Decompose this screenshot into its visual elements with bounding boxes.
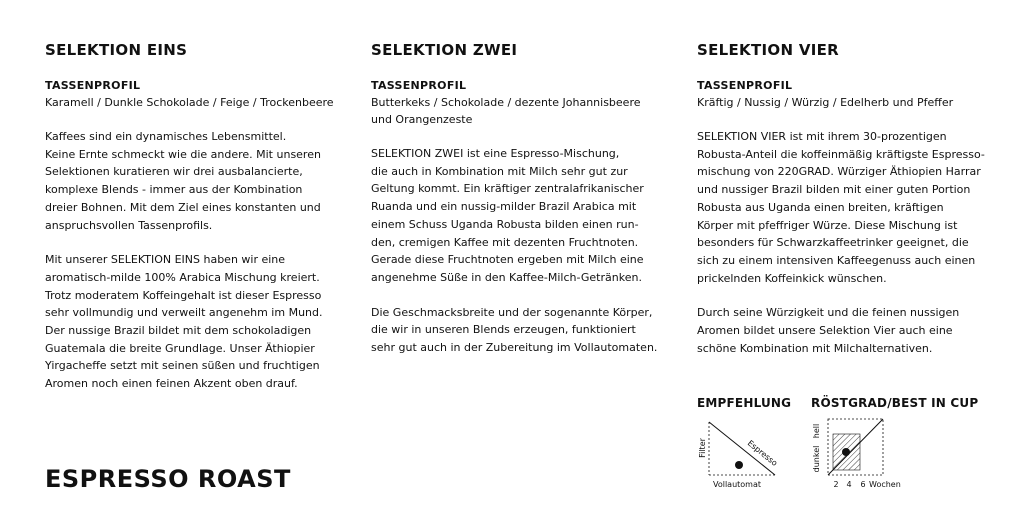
profile-label: TASSENPROFIL (371, 79, 467, 92)
profile-text: Kräftig / Nussig / Würzig / Edelherb und Pfeffer (697, 96, 954, 109)
profile-label: TASSENPROFIL (45, 79, 141, 92)
tick-2: 2 (833, 480, 839, 489)
filter-label: Filter (698, 438, 707, 458)
paragraph: SELEKTION VIER ist mit ihrem 30-prozentigen Robusta-Anteil die koffeinmäßig kräftigste Espresso- mischung von 220GRAD. Würziger Äthiopien Harrar und nussiger Brazil bilden mit einer guten Portion Robusta aus Uganda einen breiten, kräftigen Körper mit pfeffriger Würze. Diese Mischung ist besonders für Schwarzkaffeetrinker geeignet, die sich zu einem intensiven Kaffeegenuss auch einen prickelnden Koffeinkick wünschen. (697, 130, 985, 285)
column-selektion-zwei (371, 40, 671, 357)
profile-text: Karamell / Dunkle Schokolade / Feige / Trockenbeere (45, 96, 334, 109)
column-selektion-vier (697, 40, 997, 357)
weeks-label: Wochen (869, 480, 901, 489)
roast-dot (842, 448, 850, 456)
empfehlung-title: EMPFEHLUNG (697, 396, 792, 410)
roestgrad-diagram (808, 414, 918, 494)
column-selektion-eins (45, 40, 345, 393)
paragraph: Die Geschmacksbreite und der sogenannte Körper, die wir in unseren Blends erzeugen, funktioniert sehr gut auch in der Zubereitung im Vollautomaten. (371, 305, 658, 355)
tick-6: 6 (860, 480, 866, 489)
profile-text: Butterkeks / Schokolade / dezente Johannisbeere und Orangenzeste (371, 96, 641, 126)
espresso-label: Espresso (745, 438, 780, 468)
recommendation-dot (735, 461, 743, 469)
paragraph: Mit unserer SELEKTION EINS haben wir eine aromatisch-milde 100% Arabica Mischung kreiert. Trotz moderatem Koffeingehalt ist dieser Espresso sehr vollmundig und verweilt angenehm im Mund. Der nussige Brazil bildet mit dem schokoladigen Guatemala die breite Grundlage. Unser Äthiopier Yirgacheffe setzt mit seinen süßen und fruchtigen Aromen noch einen feinen Akzent oben drauf. (45, 253, 323, 391)
vollautomat-label: Vollautomat (712, 480, 762, 489)
paragraph: Kaffees sind ein dynamisches Lebensmittel. Keine Ernte schmeckt wie die andere. Mit unseren Selektionen kuratieren wir drei ausbalancierte, komplexe Blends - immer aus der Kombination dreier Bohnen. Mit dem Ziel eines konstanten und anspruchsvollen Tassenprofils. (45, 130, 321, 232)
column-title: SELEKTION VIER (697, 41, 840, 59)
footer-title: ESPRESSO ROAST (45, 465, 291, 493)
column-title: SELEKTION EINS (45, 41, 188, 59)
dunkel-label: dunkel (812, 445, 821, 473)
tick-4: 4 (846, 480, 852, 489)
roestgrad-title: RÖSTGRAD/BEST IN CUP (811, 396, 979, 410)
empfehlung-diagram (695, 414, 790, 494)
column-title: SELEKTION ZWEI (371, 41, 518, 59)
profile-label: TASSENPROFIL (697, 79, 793, 92)
hell-label: hell (812, 423, 821, 439)
paragraph: Durch seine Würzigkeit und die feinen nussigen Aromen bildet unsere Selektion Vier auch eine schöne Kombination mit Milchalternativen. (697, 306, 960, 355)
paragraph: SELEKTION ZWEI ist eine Espresso-Mischung, die auch in Kombination mit Milch sehr gut zur Geltung kommt. Ein kräftiger zentralafrikanischer Ruanda und ein nussig-milder Brazil Arabica mit einem Schuss Uganda Robusta bilden einen run- den, cremigen Kaffee mit dezenten Fruchtnoten. Gerade diese Fruchtnoten ergeben mit Milch eine angenehme Süße in den Kaffee-Milch-Getränken. (371, 147, 644, 284)
